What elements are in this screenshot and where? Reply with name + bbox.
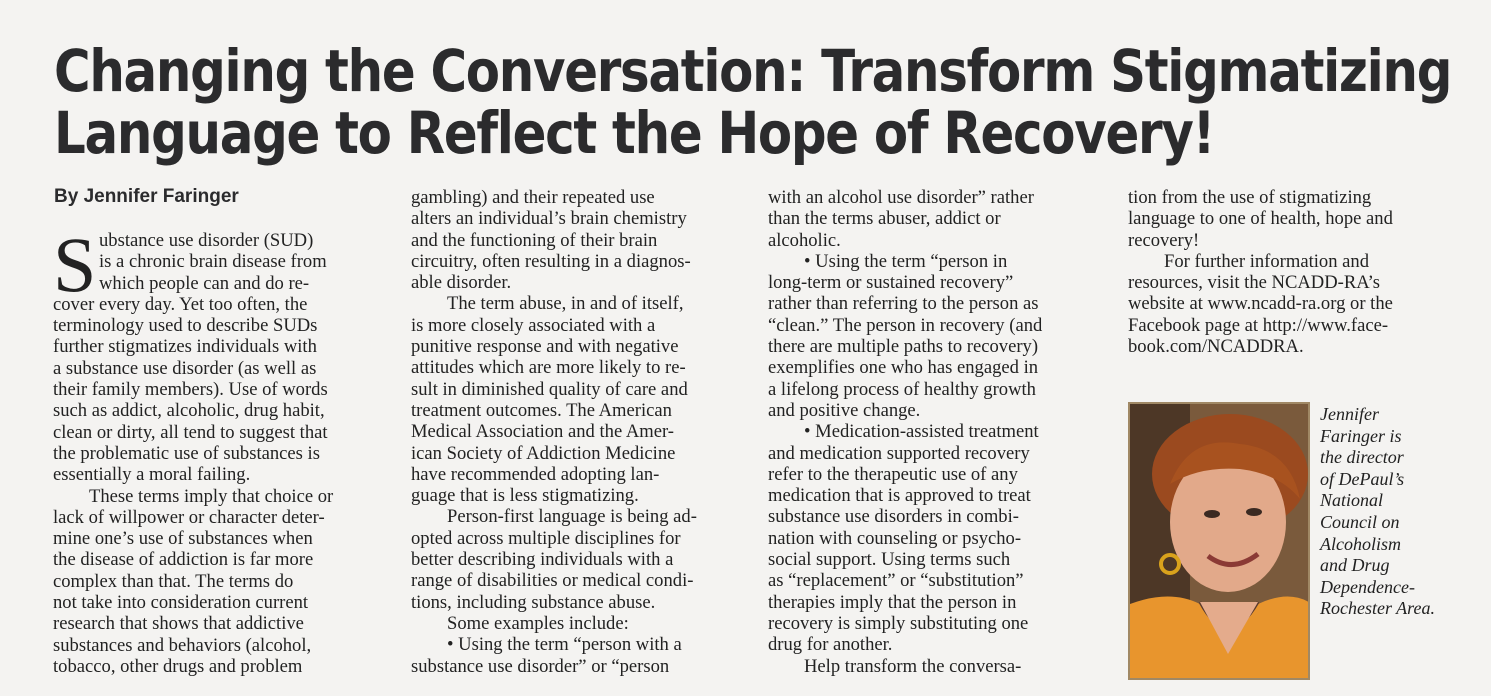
- text-line: resources, visit the NCADD-RA’s: [1128, 272, 1381, 294]
- text-line: These terms imply that choice or: [89, 485, 334, 507]
- text-line: complex than that. The terms do: [53, 570, 294, 592]
- text-line: guage that is less stigmatizing.: [411, 485, 639, 507]
- text-line: such as addict, alcoholic, drug habit,: [53, 400, 325, 422]
- caption-line: Jennifer: [1320, 404, 1379, 424]
- text-line: long-term or sustained recovery”: [768, 272, 1014, 294]
- text-line: substance use disorder” or “person: [411, 655, 670, 677]
- caption-line: Alcoholism: [1320, 533, 1401, 554]
- text-line: recovery is simply substituting one: [768, 612, 1029, 634]
- text-line: there are multiple paths to recovery): [768, 336, 1039, 358]
- article-column-4: [1128, 187, 1393, 357]
- text-line: exemplifies one who has engaged in: [768, 357, 1039, 379]
- text-line: a lifelong process of healthy growth: [768, 378, 1036, 400]
- text-line: drug for another.: [768, 634, 893, 656]
- text-line: substance use disorders in combi-: [768, 506, 1019, 528]
- headline: [54, 37, 1452, 167]
- text-line: refer to the therapeutic use of any: [768, 463, 1018, 485]
- text-line: substances and behaviors (alcohol,: [53, 634, 312, 656]
- caption-line: Dependence-: [1320, 576, 1415, 597]
- author-portrait-illustration: [1130, 404, 1310, 680]
- text-line: “clean.” The person in recovery (and: [768, 314, 1043, 336]
- caption-line: of DePaul’s: [1320, 468, 1405, 489]
- text-line: circuitry, often resulting in a diagnos-: [411, 250, 691, 272]
- text-line: language to one of health, hope and: [1128, 208, 1393, 230]
- text-line: Medical Association and the Amer-: [411, 421, 674, 443]
- text-line: as “replacement” or “substitution”: [768, 570, 1024, 592]
- text-line: not take into consideration current: [53, 592, 309, 614]
- text-line: have recommended adopting lan-: [411, 463, 660, 485]
- text-line: better describing individuals with a: [411, 549, 674, 571]
- text-line: range of disabilities or medical condi-: [411, 570, 694, 592]
- caption-line: and Drug: [1320, 555, 1390, 576]
- text-line: • Using the term “person with a: [447, 634, 682, 656]
- text-line: terminology used to describe SUDs: [53, 315, 318, 337]
- text-line: Help transform the conversa-: [804, 655, 1022, 677]
- text-line: clean or dirty, all tend to suggest that: [53, 421, 328, 443]
- text-line: than the terms abuser, addict or: [768, 208, 1001, 230]
- text-line: Some examples include:: [447, 612, 629, 634]
- text-line: cover every day. Yet too often, the: [53, 293, 308, 315]
- text-line: therapies imply that the person in: [768, 591, 1017, 613]
- drop-cap: S: [53, 221, 97, 308]
- text-line: the disease of addiction is far more: [53, 549, 314, 571]
- text-line: their family members). Use of words: [53, 379, 328, 401]
- text-line: book.com/NCADDRA.: [1128, 336, 1304, 358]
- text-line: rather than referring to the person as: [768, 293, 1039, 315]
- text-line: treatment outcomes. The American: [411, 399, 672, 421]
- text-line: tion from the use of stigmatizing: [1128, 187, 1372, 208]
- text-line: alcoholic.: [768, 229, 841, 251]
- text-line: research that shows that addictive: [53, 613, 304, 635]
- article-column-3: [768, 187, 1042, 677]
- text-line: and positive change.: [768, 399, 921, 421]
- text-line: lack of willpower or character deter-: [53, 506, 325, 528]
- text-line: gambling) and their repeated use: [411, 187, 655, 208]
- text-line: which people can and do re-: [99, 272, 310, 294]
- text-line: tobacco, other drugs and problem: [53, 655, 303, 677]
- article-column-1: [53, 221, 334, 677]
- headline-line-2: Language to Reflect the Hope of Recovery!: [54, 99, 1215, 167]
- text-line: ican Society of Addiction Medicine: [411, 442, 676, 464]
- byline: By Jennifer Faringer: [54, 186, 239, 207]
- caption-line: Council on: [1320, 511, 1400, 532]
- text-line: with an alcohol use disorder” rather: [768, 187, 1034, 208]
- text-line: and medication supported recovery: [768, 442, 1030, 464]
- photo-caption: [1320, 404, 1435, 620]
- text-line: The term abuse, in and of itself,: [447, 293, 684, 315]
- text-line: ubstance use disorder (SUD): [99, 230, 314, 251]
- text-line: attitudes which are more likely to re-: [411, 357, 686, 379]
- caption-line: Rochester Area.: [1320, 598, 1435, 619]
- text-line: is more closely associated with a: [411, 314, 656, 336]
- text-line: sult in diminished quality of care and: [411, 378, 688, 400]
- caption-line: Faringer is: [1320, 425, 1402, 446]
- text-line: and the functioning of their brain: [411, 229, 658, 251]
- text-line: recovery!: [1128, 229, 1200, 251]
- author-photo: [1128, 402, 1310, 680]
- text-line: Facebook page at http://www.face-: [1128, 314, 1389, 336]
- text-line: nation with counseling or psycho-: [768, 527, 1022, 549]
- caption-line: National: [1320, 490, 1384, 511]
- text-line: • Medication-assisted treatment: [804, 421, 1039, 443]
- text-line: mine one’s use of substances when: [53, 528, 313, 550]
- text-line: medication that is approved to treat: [768, 485, 1031, 507]
- text-line: punitive response and with negative: [411, 336, 679, 358]
- text-line: able disorder.: [411, 272, 512, 294]
- text-line: • Using the term “person in: [804, 250, 1008, 272]
- text-line: essentially a moral failing.: [53, 464, 251, 486]
- text-line: the problematic use of substances is: [53, 442, 320, 464]
- article-column-2: [411, 187, 697, 677]
- text-line: social support. Using terms such: [768, 549, 1011, 571]
- text-line: website at www.ncadd-ra.org or the: [1128, 293, 1393, 315]
- text-line: For further information and: [1164, 250, 1369, 272]
- text-line: is a chronic brain disease from: [99, 251, 327, 273]
- text-line: opted across multiple disciplines for: [411, 527, 681, 549]
- text-line: further stigmatizes individuals with: [53, 336, 317, 358]
- headline-line-1: Changing the Conversation: Transform Stigmatizing: [54, 37, 1452, 105]
- text-line: Person-first language is being ad-: [447, 506, 697, 528]
- text-line: tions, including substance abuse.: [411, 591, 656, 613]
- text-line: alters an individual’s brain chemistry: [411, 208, 687, 230]
- text-line: a substance use disorder (as well as: [53, 357, 317, 379]
- caption-line: the director: [1320, 447, 1404, 468]
